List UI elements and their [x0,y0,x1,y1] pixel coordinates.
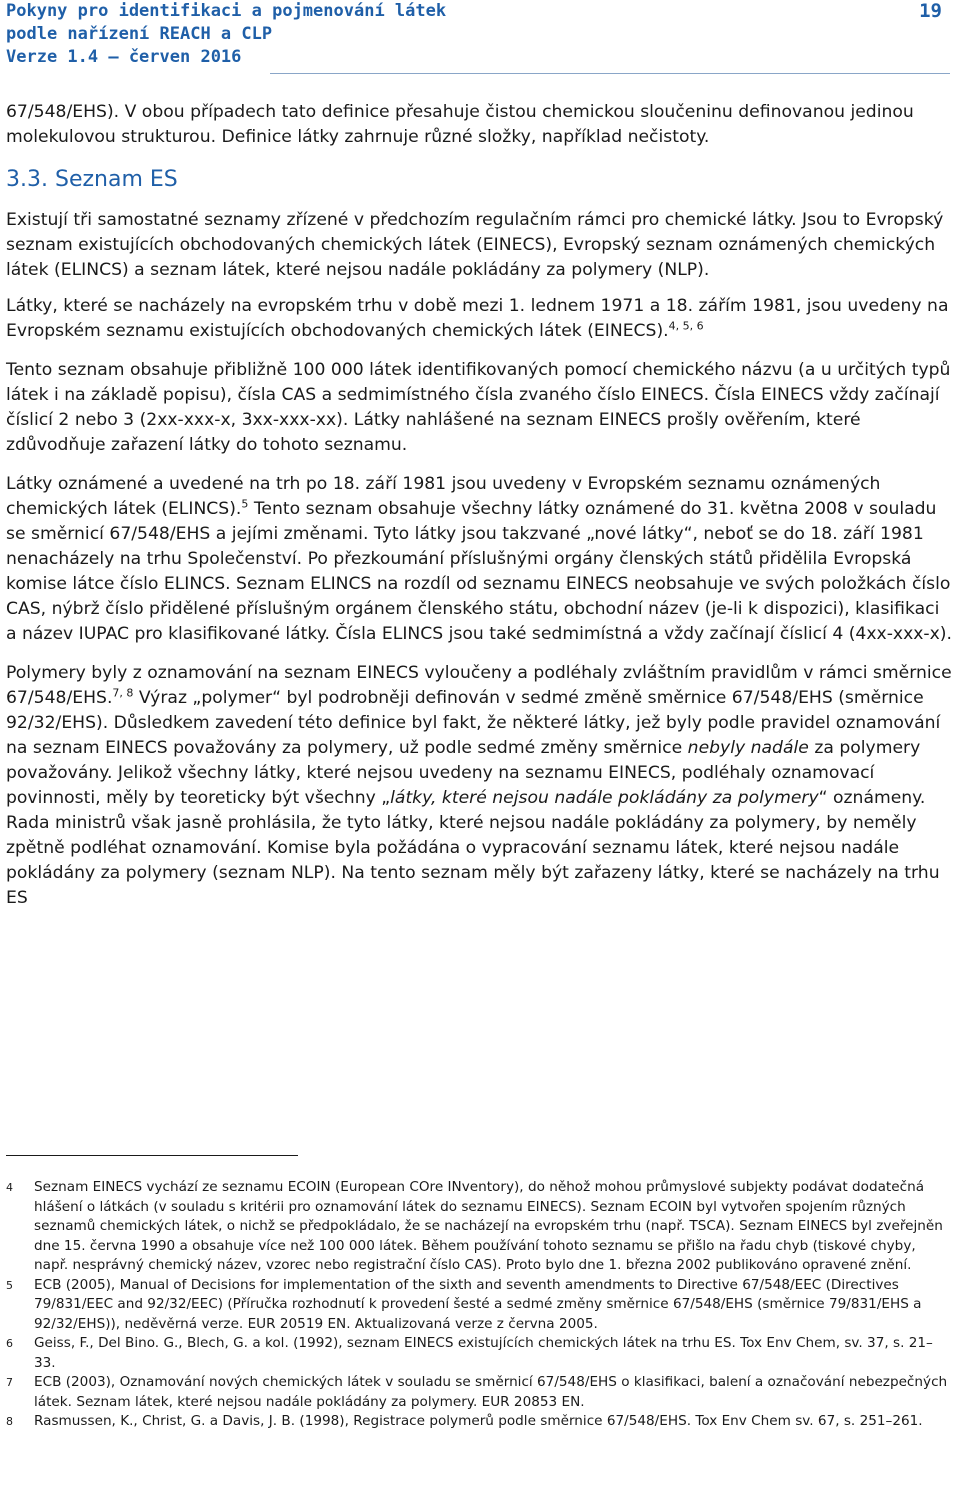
paragraph-6-text-d: “ oznámeny. Rada ministrů však jasně prohlásila, že tyto látky, které nejsou nadále pokládány za polymery, by neměly zpětně podléhat oznamování. Komise byla požádána o vypracování seznamu látek, které nejsou nadále pokládány za polymery (seznam NLP). Na tento seznam měly být zařazeny látky, které se nacházely na trhu ES [6,788,940,908]
paragraph-2: Existují tři samostatné seznamy zřízené v předchozím regulačním rámci pro chemické látky. Jsou to Evropský seznam existujících obchodovaných chemických látek (EINECS), Evropský seznam oznámených chemických látek (ELINCS) a seznam látek, které nejsou nadále pokládány za polymery (NLP). [6,210,944,280]
page-number: 19 [919,0,942,22]
footnote-8 [6,1412,954,1432]
main-content [6,100,954,911]
header-version: Verze 1.4 – červen 2016 [6,47,242,67]
footnote-divider [6,1155,298,1156]
footnote-text: Geiss, F., Del Bino. G., Blech, G. a kol. (1992), seznam EINECS existujících chemických látek na trhu ES. Tox Env Chem, sv. 37, s. 21–33. [34,1335,933,1371]
section-heading: 3.3. Seznam ES [6,167,178,192]
footnote-5 [6,1276,954,1335]
footnote-ref-7-8[interactable]: 7, 8 [112,686,134,700]
footnote-ref-4-5-6[interactable]: 4, 5, 6 [668,319,704,333]
footnotes [6,1178,954,1432]
footnote-text: Rasmussen, K., Christ, G. a Davis, J. B. (1998), Registrace polymerů podle směrnice 67/548/EHS. Tox Env Chem sv. 67, s. 251–261. [34,1413,923,1429]
footnote-4 [6,1178,954,1276]
paragraph-4: Tento seznam obsahuje přibližně 100 000 látek identifikovaných pomocí chemického názvu (a u určitých typů látek i na základě popisu), čísla CAS a sedmimístného čísla zvaného číslo EINECS. Čísla EINECS vždy začínají číslicí 2 nebo 3 (2xx-xxx-x, 3xx-xxx-xx). Látky nahlášené na seznam EINECS prošly ověřením, které zdůvodňuje zařazení látky do tohoto seznamu. [6,360,951,455]
footnote-number: 8 [6,1415,13,1428]
paragraph-6-text-a: Polymery byly z oznamování na seznam EINECS vyloučeny a podléhaly zvláštním pravidlům v rámci směrnice 67/548/EHS. [6,663,952,708]
paragraph-6-text-c: za polymery považovány. Jelikož všechny látky, které nejsou uvedeny na seznamu EINECS, podléhaly oznamovací povinnosti, měly by teoreticky být všechny „ [6,738,921,808]
paragraph-5 [6,472,954,647]
paragraph-3 [6,294,954,344]
header-divider [270,73,950,74]
paragraph-6-emphasis-1: nebyly nadále [687,738,809,758]
paragraph-6 [6,661,954,911]
paragraph-5-text-b: Tento seznam obsahuje všechny látky oznámené do 31. května 2008 v souladu se směrnicí 67/548/EHS a jejími změnami. Tyto látky jsou takzvané „nové látky“, neboť se do 18. září 1981 nenacházely na trhu Společenství. Po přezkoumání příslušnými orgány členských států přidělila Evropská komise látce číslo ELINCS. Seznam ELINCS na rozdíl od seznamu EINECS neobsahuje ve svých položkách číslo CAS, nýbrž číslo přidělené příslušným orgánem členského státu, obchodní název (je-li k dispozici), klasifikaci a název IUPAC pro klasifikované látky. Čísla ELINCS jsou také sedmimístná a vždy začínají číslicí 4 (4xx-xxx-x). [6,499,952,644]
footnote-number: 5 [6,1278,13,1292]
paragraph-6-text-b: Výraz „polymer“ byl podrobněji definován v sedmé změně směrnice 67/548/EHS (směrnice 92/32/EHS). Důsledkem zavedení této definice byl fakt, že některé látky, jež byly podle pravidel oznamování na seznam EINECS považovány za polymery, už podle sedmé změny směrnice [6,688,941,758]
paragraph-5-text-a: Látky oznámené a uvedené na trh po 18. září 1981 jsou uvedeny v Evropském seznamu oznámených chemických látek (ELINCS). [6,474,881,519]
footnote-number: 6 [6,1337,13,1350]
page-header [6,0,954,69]
paragraph-1: 67/548/EHS). V obou případech tato definice přesahuje čistou chemickou sloučeninu definovanou jedinou molekulovou strukturou. Definice látky zahrnuje různé složky, například nečistoty. [6,102,914,147]
paragraph-3-text: Látky, které se nacházely na evropském trhu v době mezi 1. lednem 1971 a 18. zářím 1981, jsou uvedeny na Evropském seznamu existujících obchodovaných chemických látek (EINECS). [6,296,949,341]
footnote-text: ECB (2003), Oznamování nových chemických látek v souladu se směrnicí 67/548/EHS o klasifikaci, balení a označování nebezpečných látek. Seznam látek, které nejsou nadále pokládány za polymery. EUR 20853 EN. [34,1374,948,1410]
footnote-6 [6,1334,954,1373]
footnote-7 [6,1373,954,1412]
paragraph-6-emphasis-2: látky, které nejsou nadále pokládány za polymery [390,788,819,808]
footnote-number: 7 [6,1376,13,1389]
footnote-text: Seznam EINECS vychází ze seznamu ECOIN (European COre INventory), do něhož mohou průmyslové subjekty podávat dodatečná hlášení o látkách (v souladu s kritérii pro oznamování látek do seznamu EINECS). Seznam ECOIN byl vytvořen spojením různých seznamů chemických látek, o nichž se předpokládalo, že se nacházejí na evropském trhu (např. TSCA). Seznam EINECS byl zveřejněn dne 15. června 1990 a obsahuje více než 100 000 látek. Během používání tohoto seznamu se přišlo na řadu chyb (tiskové chyby, např. nesprávný chemický název, vzorec nebo registrační číslo CAS). Proto bylo dne 1. března 2002 publikováno opravené znění. [34,1179,943,1273]
footnote-text: ECB (2005), Manual of Decisions for implementation of the sixth and seventh amendments to Directive 67/548/EEC (Directives 79/831/EEC and 92/32/EEC) (Příručka rozhodnutí k provedení šesté a sedmé změny směrnice 67/548/EHS (směrnice 79/831/EHS a 92/32/EHS)), neděvěrná verze. EUR 20519 EN. Aktualizovaná verze z června 2005. [34,1276,922,1332]
header-title: Pokyny pro identifikaci a pojmenování látek [6,1,447,21]
footnote-ref-5[interactable]: 5 [241,497,249,511]
footnote-number: 4 [6,1181,13,1194]
header-subtitle: podle nařízení REACH a CLP [6,24,273,44]
